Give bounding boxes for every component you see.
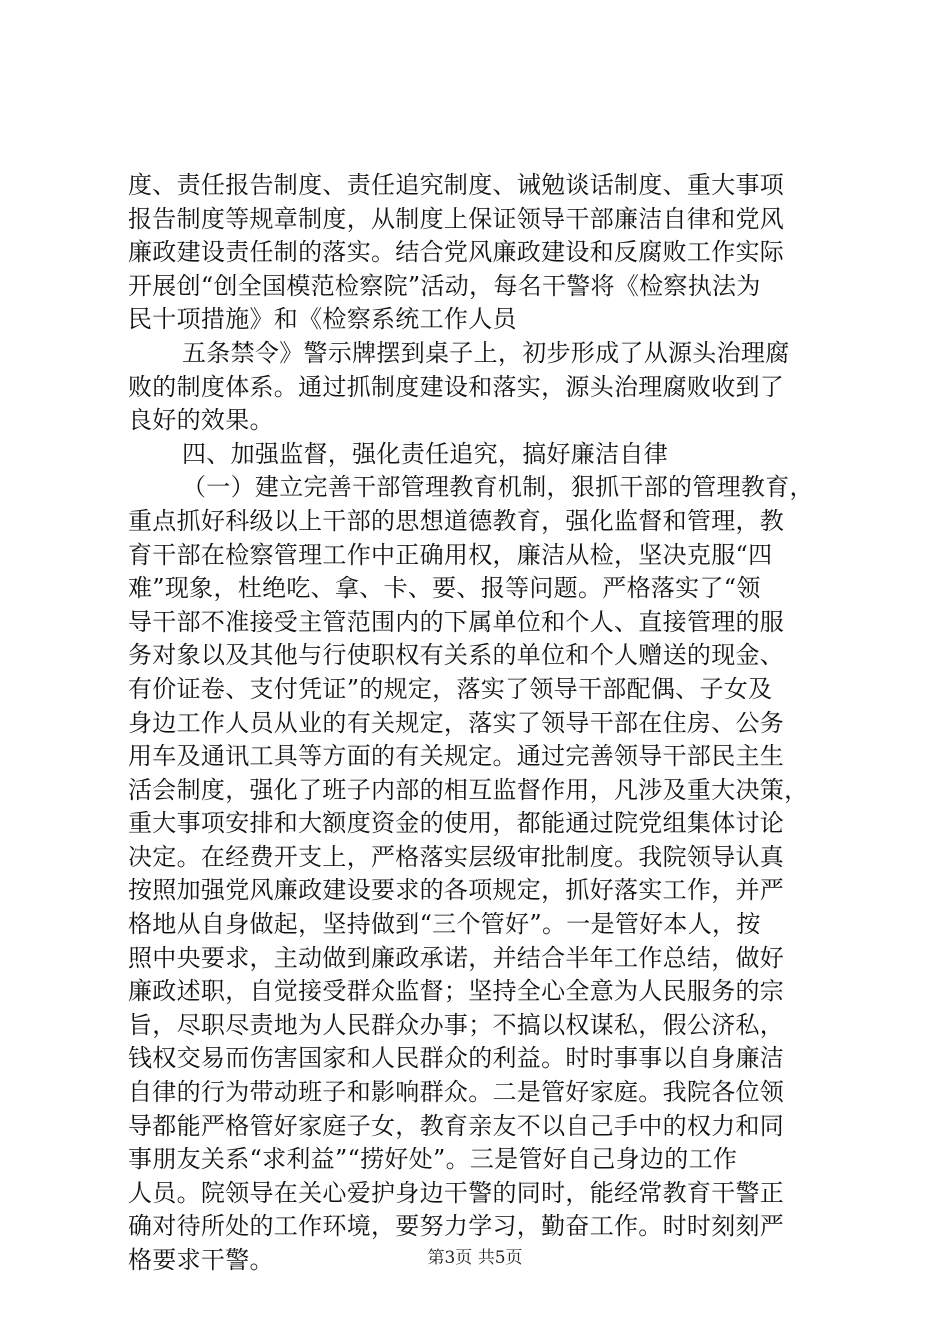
text-line: 败的制度体系。通过抓制度建设和落实，源头治理腐败收到了 [128, 372, 785, 401]
text-line: 按照加强党风廉政建设要求的各项规定，抓好落实工作，并严 [128, 876, 785, 905]
text-line: 自律的行为带动班子和影响群众。二是管好家庭。我院各位领 [128, 1078, 785, 1107]
text-line: 廉政述职，自觉接受群众监督；坚持全心全意为人民服务的宗 [128, 977, 785, 1006]
text-line: 格地从自身做起，坚持做到“三个管好”。一是管好本人，按 [128, 910, 761, 939]
text-line: 务对象以及其他与行使职权有关系的单位和个人赠送的现金、 [128, 641, 785, 670]
text-line: 用车及通讯工具等方面的有关规定。通过完善领导干部民主生 [128, 742, 785, 771]
text-line: 报告制度等规章制度，从制度上保证领导干部廉洁自律和党风 [128, 204, 785, 233]
text-line: 重大事项安排和大额度资金的使用，都能通过院党组集体讨论 [128, 809, 785, 838]
text-line: 廉政建设责任制的落实。结合党风廉政建设和反腐败工作实际 [128, 238, 785, 267]
text-line: 身边工作人员从业的有关规定，落实了领导干部在住房、公务 [128, 708, 785, 737]
subsection-start-line: （一）建立完善干部管理教育机制，狠抓干部的管理教育， [182, 473, 814, 502]
page-number-footer: 第3页 共5页 [427, 1248, 523, 1268]
text-line: 良好的效果。 [128, 406, 274, 435]
text-line: 活会制度，强化了班子内部的相互监督作用，凡涉及重大决策， [128, 775, 809, 804]
text-line: 导干部不准接受主管范围内的下属单位和个人、直接管理的服 [128, 607, 785, 636]
text-line: 旨，尽职尽责地为人民群众办事；不搞以权谋私，假公济私， [128, 1010, 785, 1039]
text-line: 有价证卷、支付凭证”的规定，落实了领导干部配偶、子女及 [128, 674, 773, 703]
text-line: 事朋友关系“求利益”“捞好处”。三是管好自己身边的工作 [128, 1145, 738, 1174]
text-line: 格要求干警。 [128, 1246, 274, 1274]
text-line: 决定。在经费开支上，严格落实层级审批制度。我院领导认真 [128, 842, 785, 871]
text-line: 人员。院领导在关心爱护身边干警的同时，能经常教育干警正 [128, 1178, 785, 1207]
document-body [128, 169, 828, 1278]
text-line: 开展创“创全国模范检察院”活动，每名干警将《检察执法为 [128, 271, 761, 300]
text-line: 难”现象，杜绝吃、拿、卡、要、报等问题。严格落实了“领 [128, 574, 761, 603]
text-line: 照中央要求，主动做到廉政承诺，并结合半年工作总结，做好 [128, 943, 785, 972]
text-line: 确对待所处的工作环境，要努力学习，勤奋工作。时时刻刻严 [128, 1212, 785, 1241]
paragraph-start-line: 五条禁令》警示牌摆到桌子上，初步形成了从源头治理腐 [182, 338, 790, 367]
text-line: 钱权交易而伤害国家和人民群众的利益。时时事事以自身廉洁 [128, 1044, 785, 1073]
text-line: 重点抓好科级以上干部的思想道德教育，强化监督和管理，教 [128, 506, 785, 535]
text-line: 导都能严格管好家庭子女，教育亲友不以自己手中的权力和同 [128, 1111, 785, 1140]
text-line: 育干部在检察管理工作中正确用权，廉洁从检，坚决克服“四 [128, 540, 773, 569]
text-line: 度、责任报告制度、责任追究制度、诫勉谈话制度、重大事项 [128, 171, 785, 199]
text-line: 民十项措施》和《检察系统工作人员 [128, 305, 517, 334]
section-heading: 四、加强监督，强化责任追究，搞好廉洁自律 [182, 439, 668, 468]
